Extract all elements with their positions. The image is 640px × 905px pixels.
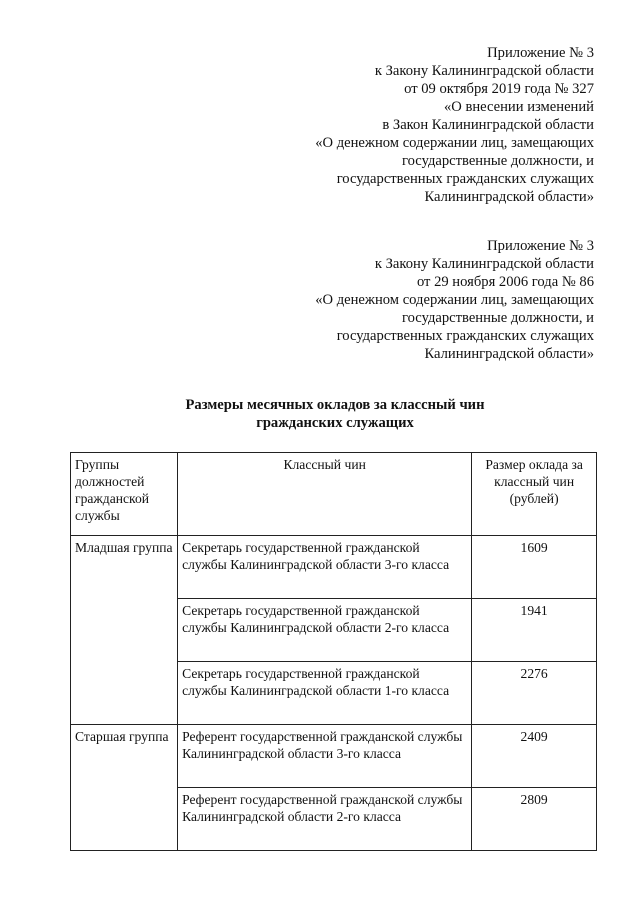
appendix-line: к Закону Калининградской области <box>374 256 594 272</box>
table-header-row <box>71 453 597 536</box>
appendix-line: государственных гражданских служащих <box>336 328 594 344</box>
appendix-line: в Закон Калининградской области <box>382 117 594 133</box>
rank-cell: Секретарь государственной гражданской службы Калининградской области 1-го класса <box>178 662 472 725</box>
appendix-line: Приложение № 3 <box>487 238 594 254</box>
table-title <box>0 396 640 432</box>
appendix-line: государственные должности, и <box>402 310 594 326</box>
salary-table <box>70 452 597 851</box>
appendix-original-header <box>174 237 594 363</box>
appendix-line: от 09 октября 2019 года № 327 <box>404 81 594 97</box>
appendix-line: от 29 ноября 2006 года № 86 <box>416 274 594 290</box>
amount-cell: 1609 <box>472 536 597 599</box>
group-junior: Младшая группа <box>71 536 178 725</box>
amount-cell: 1941 <box>472 599 597 662</box>
rank-cell: Секретарь государственной гражданской службы Калининградской области 2-го класса <box>178 599 472 662</box>
table-title-line: гражданских служащих <box>256 415 414 431</box>
appendix-line: государственных гражданских служащих <box>336 171 594 187</box>
appendix-current-header <box>174 44 594 206</box>
amount-cell: 2809 <box>472 788 597 851</box>
appendix-line: «О внесении изменений <box>443 99 594 115</box>
table-title-line: Размеры месячных окладов за классный чин <box>185 397 485 413</box>
header-group: Группы должностей гражданской службы <box>71 453 178 536</box>
appendix-line: «О денежном содержании лиц, замещающих <box>315 135 594 151</box>
table-row <box>71 725 597 788</box>
amount-cell: 2276 <box>472 662 597 725</box>
appendix-line: Калининградской области» <box>424 346 594 362</box>
appendix-line: Приложение № 3 <box>487 45 594 61</box>
appendix-line: к Закону Калининградской области <box>374 63 594 79</box>
rank-cell: Секретарь государственной гражданской службы Калининградской области 3-го класса <box>178 536 472 599</box>
appendix-line: государственные должности, и <box>402 153 594 169</box>
appendix-line: Калининградской области» <box>424 189 594 205</box>
header-salary: Размер оклада за классный чин (рублей) <box>472 453 597 536</box>
rank-cell: Референт государственной гражданской службы Калининградской области 2-го класса <box>178 788 472 851</box>
table-row <box>71 536 597 599</box>
rank-cell: Референт государственной гражданской службы Калининградской области 3-го класса <box>178 725 472 788</box>
header-rank: Классный чин <box>178 453 472 536</box>
appendix-line: «О денежном содержании лиц, замещающих <box>315 292 594 308</box>
group-senior: Старшая группа <box>71 725 178 851</box>
amount-cell: 2409 <box>472 725 597 788</box>
